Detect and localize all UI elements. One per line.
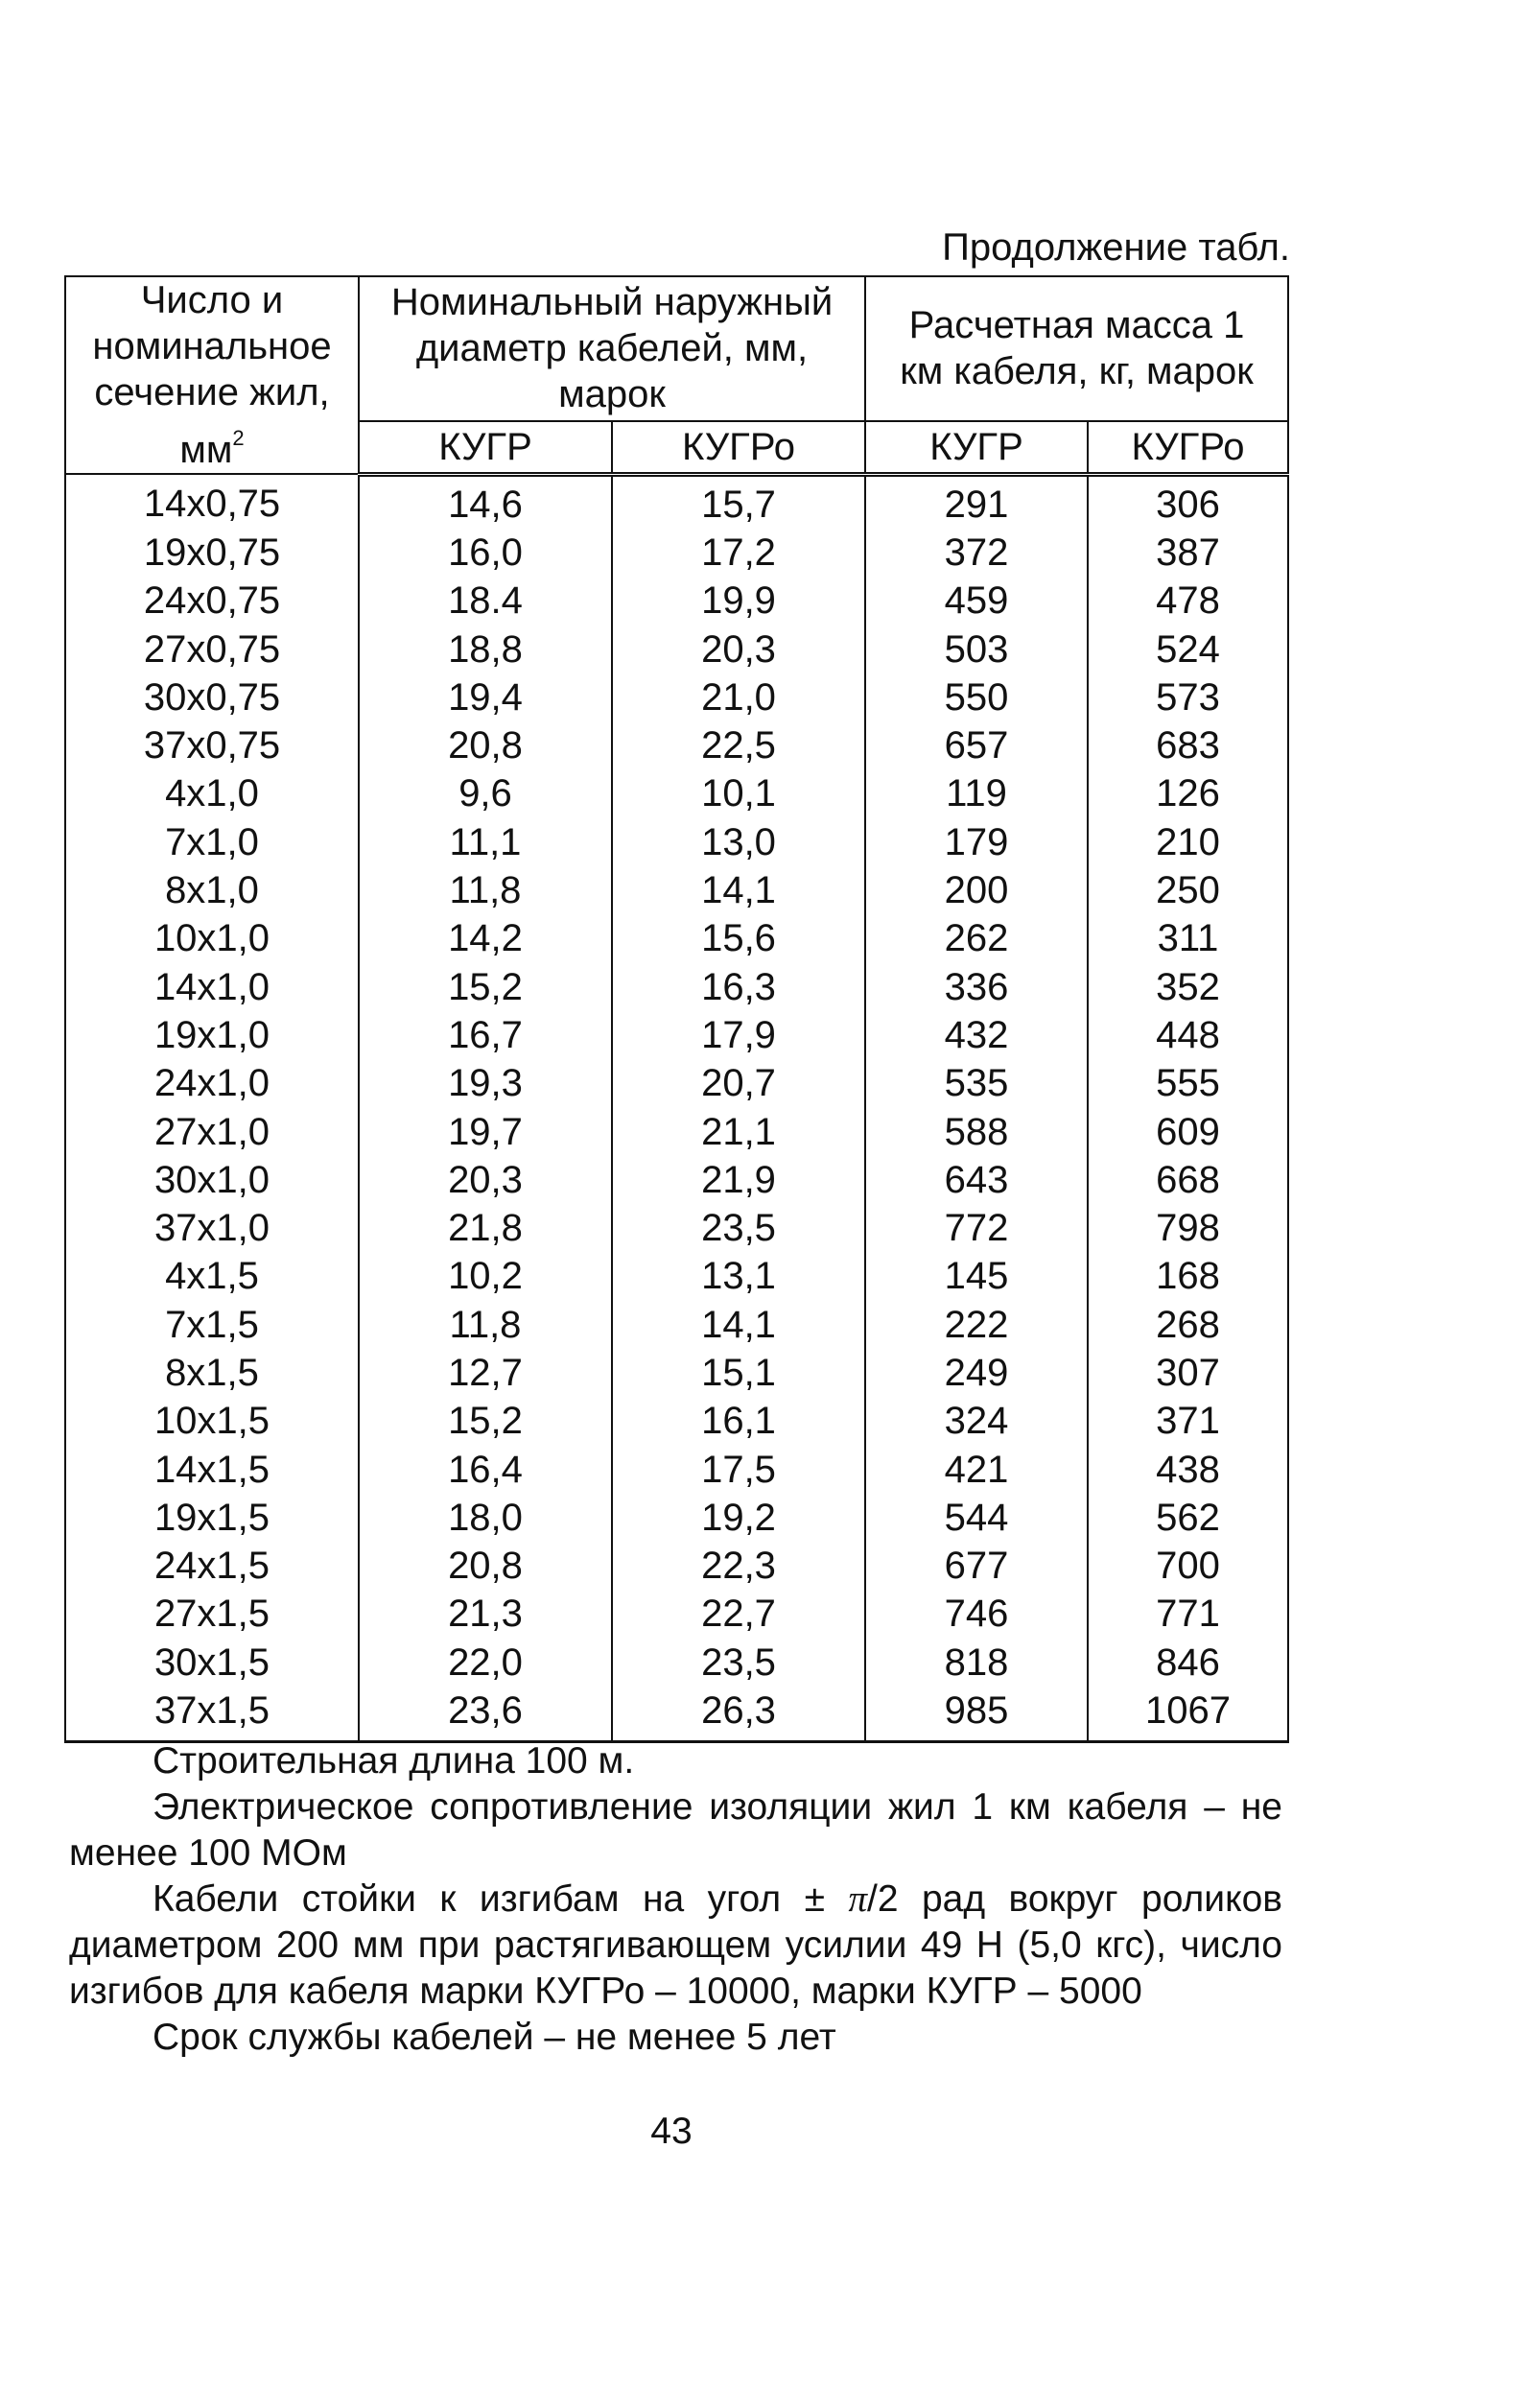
cell-cores: 10x1,5 xyxy=(65,1397,359,1445)
cell-diameter-kugr: 20,3 xyxy=(359,1156,612,1204)
subheader-kugro-mass: КУГРо xyxy=(1088,421,1288,475)
cell-diameter-kugro: 16,1 xyxy=(612,1397,865,1445)
cell-diameter-kugro: 14,1 xyxy=(612,866,865,914)
page-number: 43 xyxy=(650,2111,693,2152)
table-row xyxy=(65,577,1288,625)
cell-diameter-kugr: 10,2 xyxy=(359,1252,612,1300)
cell-diameter-kugr: 20,8 xyxy=(359,1542,612,1590)
cell-mass-kugr: 432 xyxy=(865,1011,1088,1059)
cell-mass-kugr: 324 xyxy=(865,1397,1088,1445)
table-row xyxy=(65,1252,1288,1300)
cell-mass-kugro: 524 xyxy=(1088,625,1288,673)
cell-mass-kugr: 657 xyxy=(865,721,1088,769)
cell-mass-kugro: 438 xyxy=(1088,1445,1288,1493)
cell-cores: 37x1,5 xyxy=(65,1687,359,1742)
cell-diameter-kugr: 19,3 xyxy=(359,1059,612,1107)
cell-cores: 30x0,75 xyxy=(65,673,359,721)
subheader-kugr-mass: КУГР xyxy=(865,421,1088,475)
cell-mass-kugr: 503 xyxy=(865,625,1088,673)
cell-diameter-kugr: 12,7 xyxy=(359,1349,612,1397)
note-service-life: Срок службы кабелей – не менее 5 лет xyxy=(153,2017,836,2058)
cell-mass-kugro: 573 xyxy=(1088,673,1288,721)
cell-mass-kugr: 421 xyxy=(865,1445,1088,1493)
cell-cores: 19x0,75 xyxy=(65,529,359,577)
header-mass: Расчетная масса 1 км кабеля, кг, марок xyxy=(865,276,1288,421)
cell-cores: 27x0,75 xyxy=(65,625,359,673)
subheader-kugr-diameter: КУГР xyxy=(359,421,612,475)
cell-cores: 8x1,5 xyxy=(65,1349,359,1397)
cell-cores: 30x1,0 xyxy=(65,1156,359,1204)
cell-diameter-kugr: 16,7 xyxy=(359,1011,612,1059)
table-row xyxy=(65,529,1288,577)
cell-mass-kugr: 262 xyxy=(865,914,1088,962)
cell-mass-kugr: 200 xyxy=(865,866,1088,914)
cell-mass-kugro: 555 xyxy=(1088,1059,1288,1107)
table-row xyxy=(65,818,1288,866)
cell-diameter-kugro: 22,5 xyxy=(612,721,865,769)
table-row xyxy=(65,1590,1288,1638)
cell-mass-kugro: 126 xyxy=(1088,769,1288,817)
table-row xyxy=(65,769,1288,817)
cell-mass-kugr: 179 xyxy=(865,818,1088,866)
cell-diameter-kugro: 21,9 xyxy=(612,1156,865,1204)
cell-mass-kugro: 683 xyxy=(1088,721,1288,769)
cell-mass-kugro: 1067 xyxy=(1088,1687,1288,1742)
table-row xyxy=(65,1639,1288,1687)
cell-diameter-kugro: 15,1 xyxy=(612,1349,865,1397)
table-row xyxy=(65,1494,1288,1542)
cell-diameter-kugr: 22,0 xyxy=(359,1639,612,1687)
cell-diameter-kugr: 16,0 xyxy=(359,529,612,577)
cell-mass-kugro: 562 xyxy=(1088,1494,1288,1542)
table-row xyxy=(65,721,1288,769)
cell-mass-kugr: 818 xyxy=(865,1639,1088,1687)
cell-cores: 24x1,0 xyxy=(65,1059,359,1107)
cell-mass-kugr: 336 xyxy=(865,962,1088,1010)
cell-diameter-kugro: 22,7 xyxy=(612,1590,865,1638)
cell-diameter-kugro: 21,1 xyxy=(612,1107,865,1155)
cell-mass-kugr: 535 xyxy=(865,1059,1088,1107)
table-row xyxy=(65,1542,1288,1590)
cell-mass-kugro: 478 xyxy=(1088,577,1288,625)
cell-diameter-kugro: 15,7 xyxy=(612,474,865,529)
cell-mass-kugro: 846 xyxy=(1088,1639,1288,1687)
cell-cores: 24x0,75 xyxy=(65,577,359,625)
cell-diameter-kugro: 13,0 xyxy=(612,818,865,866)
cell-mass-kugr: 291 xyxy=(865,474,1088,529)
cell-diameter-kugro: 19,2 xyxy=(612,1494,865,1542)
cell-cores: 8x1,0 xyxy=(65,866,359,914)
table-row xyxy=(65,673,1288,721)
table-body xyxy=(65,474,1288,1742)
cell-diameter-kugr: 9,6 xyxy=(359,769,612,817)
note-bending: Кабели стойки к изгибам на угол ± π/2 рад вокруг роликов диаметром 200 мм при растягивающем усилии 49 Н (5,0 кгс), число изгибов для кабеля марки КУГРо – 10000, марки КУГР – 5000 xyxy=(69,1878,1282,2012)
cell-diameter-kugr: 14,2 xyxy=(359,914,612,962)
cell-cores: 7x1,0 xyxy=(65,818,359,866)
cell-cores: 19x1,5 xyxy=(65,1494,359,1542)
cell-mass-kugro: 668 xyxy=(1088,1156,1288,1204)
cell-mass-kugro: 448 xyxy=(1088,1011,1288,1059)
cell-diameter-kugr: 21,8 xyxy=(359,1204,612,1252)
cell-mass-kugr: 544 xyxy=(865,1494,1088,1542)
table-row xyxy=(65,1687,1288,1742)
header-cores: Число и номинальное сечение жил, $мм^2$ xyxy=(65,276,359,474)
cell-cores: 14x1,5 xyxy=(65,1445,359,1493)
note-length: Строительная длина 100 м. xyxy=(153,1740,635,1782)
cell-mass-kugr: 145 xyxy=(865,1252,1088,1300)
cell-mass-kugro: 798 xyxy=(1088,1204,1288,1252)
cell-diameter-kugro: 22,3 xyxy=(612,1542,865,1590)
cell-mass-kugr: 222 xyxy=(865,1301,1088,1349)
cell-mass-kugro: 268 xyxy=(1088,1301,1288,1349)
cell-cores: 37x1,0 xyxy=(65,1204,359,1252)
table-row xyxy=(65,1349,1288,1397)
cell-diameter-kugr: 11,1 xyxy=(359,818,612,866)
cell-mass-kugro: 609 xyxy=(1088,1107,1288,1155)
cell-diameter-kugro: 23,5 xyxy=(612,1204,865,1252)
table-row xyxy=(65,1204,1288,1252)
cell-diameter-kugro: 15,6 xyxy=(612,914,865,962)
table-row xyxy=(65,1445,1288,1493)
cell-diameter-kugro: 17,5 xyxy=(612,1445,865,1493)
cell-diameter-kugr: 15,2 xyxy=(359,1397,612,1445)
cell-cores: 7x1,5 xyxy=(65,1301,359,1349)
cell-mass-kugr: 249 xyxy=(865,1349,1088,1397)
cell-cores: 14x0,75 xyxy=(65,474,359,529)
cell-cores: 27x1,0 xyxy=(65,1107,359,1155)
cell-mass-kugro: 306 xyxy=(1088,474,1288,529)
cell-diameter-kugr: 11,8 xyxy=(359,866,612,914)
cell-mass-kugro: 352 xyxy=(1088,962,1288,1010)
cell-mass-kugr: 772 xyxy=(865,1204,1088,1252)
cell-diameter-kugro: 23,5 xyxy=(612,1639,865,1687)
cell-mass-kugr: 677 xyxy=(865,1542,1088,1590)
cell-diameter-kugr: 18,0 xyxy=(359,1494,612,1542)
cell-cores: 27x1,5 xyxy=(65,1590,359,1638)
cell-diameter-kugr: 19,4 xyxy=(359,673,612,721)
cell-cores: 4x1,0 xyxy=(65,769,359,817)
table-row xyxy=(65,1011,1288,1059)
cell-diameter-kugr: 23,6 xyxy=(359,1687,612,1742)
cell-mass-kugro: 250 xyxy=(1088,866,1288,914)
cell-diameter-kugr: 16,4 xyxy=(359,1445,612,1493)
cell-cores: 37x0,75 xyxy=(65,721,359,769)
table-row xyxy=(65,962,1288,1010)
cell-diameter-kugr: 21,3 xyxy=(359,1590,612,1638)
cell-diameter-kugro: 13,1 xyxy=(612,1252,865,1300)
cell-diameter-kugro: 20,3 xyxy=(612,625,865,673)
note-resistance: Электрическое сопротивление изоляции жил 1 км кабеля – не менее 100 МОм xyxy=(69,1786,1282,1874)
table-row xyxy=(65,1107,1288,1155)
cell-diameter-kugro: 16,3 xyxy=(612,962,865,1010)
cell-cores: 24x1,5 xyxy=(65,1542,359,1590)
cell-mass-kugr: 746 xyxy=(865,1590,1088,1638)
table-row xyxy=(65,625,1288,673)
cell-diameter-kugr: 19,7 xyxy=(359,1107,612,1155)
cell-mass-kugr: 372 xyxy=(865,529,1088,577)
header-diameter: Номинальный наружный диаметр кабелей, мм, марок xyxy=(359,276,865,421)
cell-diameter-kugr: 11,8 xyxy=(359,1301,612,1349)
table-caption: Продолжение табл. xyxy=(942,226,1290,269)
cell-diameter-kugr: 18.4 xyxy=(359,577,612,625)
cell-mass-kugro: 771 xyxy=(1088,1590,1288,1638)
cable-table xyxy=(64,275,1289,1743)
cell-mass-kugro: 210 xyxy=(1088,818,1288,866)
table-row xyxy=(65,474,1288,529)
cell-diameter-kugr: 14,6 xyxy=(359,474,612,529)
cell-diameter-kugro: 26,3 xyxy=(612,1687,865,1742)
cell-mass-kugro: 168 xyxy=(1088,1252,1288,1300)
cell-diameter-kugr: 15,2 xyxy=(359,962,612,1010)
cell-diameter-kugro: 14,1 xyxy=(612,1301,865,1349)
cell-diameter-kugro: 21,0 xyxy=(612,673,865,721)
notes xyxy=(69,1738,1282,2061)
cell-cores: 10x1,0 xyxy=(65,914,359,962)
table-row xyxy=(65,1301,1288,1349)
cell-mass-kugr: 550 xyxy=(865,673,1088,721)
cell-diameter-kugro: 17,2 xyxy=(612,529,865,577)
cell-diameter-kugro: 19,9 xyxy=(612,577,865,625)
cell-mass-kugr: 588 xyxy=(865,1107,1088,1155)
cell-cores: 30x1,5 xyxy=(65,1639,359,1687)
cell-diameter-kugr: 18,8 xyxy=(359,625,612,673)
cell-diameter-kugro: 10,1 xyxy=(612,769,865,817)
cell-mass-kugr: 643 xyxy=(865,1156,1088,1204)
cell-mass-kugro: 311 xyxy=(1088,914,1288,962)
table-row xyxy=(65,1397,1288,1445)
cell-mass-kugr: 985 xyxy=(865,1687,1088,1742)
cell-mass-kugr: 459 xyxy=(865,577,1088,625)
cell-cores: 19x1,0 xyxy=(65,1011,359,1059)
cell-diameter-kugro: 20,7 xyxy=(612,1059,865,1107)
cell-mass-kugro: 307 xyxy=(1088,1349,1288,1397)
cell-diameter-kugr: 20,8 xyxy=(359,721,612,769)
cell-cores: 4x1,5 xyxy=(65,1252,359,1300)
table-row xyxy=(65,1156,1288,1204)
cell-cores: 14x1,0 xyxy=(65,962,359,1010)
table-row xyxy=(65,866,1288,914)
cell-mass-kugro: 700 xyxy=(1088,1542,1288,1590)
cell-mass-kugro: 387 xyxy=(1088,529,1288,577)
cell-mass-kugro: 371 xyxy=(1088,1397,1288,1445)
cell-mass-kugr: 119 xyxy=(865,769,1088,817)
table-row xyxy=(65,1059,1288,1107)
subheader-kugro-diameter: КУГРо xyxy=(612,421,865,475)
table-row xyxy=(65,914,1288,962)
cell-diameter-kugro: 17,9 xyxy=(612,1011,865,1059)
